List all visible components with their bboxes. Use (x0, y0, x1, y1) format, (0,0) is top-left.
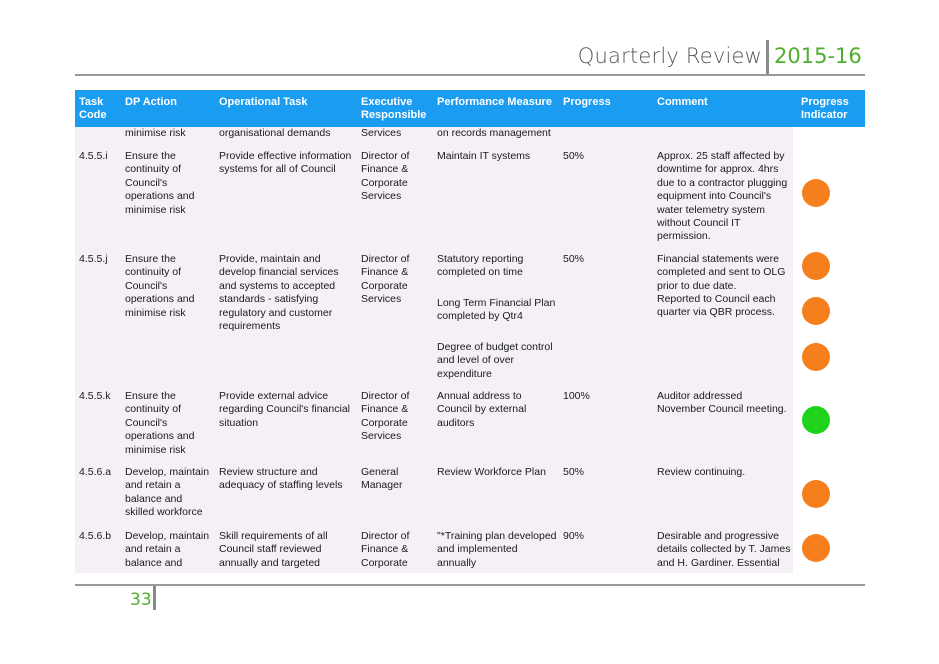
dp-action-cell: Develop, maintain and retain a balance and skilled workforce (125, 466, 210, 519)
measure-cell: Annual address to Council by external auditors (437, 390, 527, 429)
operational-task-cell: organisational demands (219, 127, 331, 139)
report-year: 2015-16 (774, 44, 862, 68)
progress-indicator-orange (802, 252, 830, 280)
task-code-cell: 4.5.6.b (79, 530, 112, 542)
bottom-rule (75, 584, 865, 586)
dp-action-cell: Ensure the continuity of Council's operations and minimise risk (125, 150, 195, 216)
comment-cell: Auditor addressed November Council meeting. (657, 390, 787, 416)
measure-cell: on records management (437, 127, 551, 139)
progress-indicator-orange (802, 179, 830, 207)
measure-cell: Review Workforce Plan (437, 466, 546, 478)
report-title: Quarterly Review (577, 44, 762, 68)
task-code-cell: 4.5.6.a (79, 466, 112, 478)
operational-task-cell: Provide effective information systems for all of Council (219, 150, 352, 176)
executive-cell: Services (361, 127, 402, 139)
operational-task-cell: Provide external advice regarding Council's financial situation (219, 390, 350, 429)
executive-cell: Director of Finance & Corporate Services (361, 253, 410, 306)
executive-cell: General Manager (361, 466, 403, 492)
col-progress-indicator: Progress Indicator (801, 96, 849, 121)
measure-cell: Degree of budget control and level of over expenditure (437, 341, 553, 380)
measure-cell: Statutory reporting completed on time (437, 253, 524, 279)
measure-cell: "*Training plan developed and implemented annually (437, 530, 557, 569)
col-progress: Progress (563, 96, 611, 108)
top-rule (75, 74, 865, 76)
table-header (75, 90, 865, 127)
col-comment: Comment (657, 96, 708, 108)
footer-separator (153, 586, 156, 610)
task-code-cell: 4.5.5.i (79, 150, 108, 162)
progress-cell: 50% (563, 150, 585, 162)
task-code-cell: 4.5.5.k (79, 390, 111, 402)
col-dp-action: DP Action (125, 96, 177, 108)
progress-cell: 50% (563, 466, 585, 478)
comment-cell: Review continuing. (657, 466, 746, 478)
operational-task-cell: Review structure and adequacy of staffing levels (219, 466, 343, 492)
page-number: 33 (130, 590, 152, 610)
executive-cell: Director of Finance & Corporate Services (361, 150, 410, 203)
progress-indicator-green (802, 406, 830, 434)
executive-cell: Director of Finance & Corporate (361, 530, 410, 569)
dp-action-cell: minimise risk (125, 127, 186, 139)
comment-cell: Desirable and progressive details collected by T. James and H. Gardiner. Essential (657, 530, 791, 569)
task-code-cell: 4.5.5.j (79, 253, 108, 265)
operational-task-cell: Provide, maintain and develop financial services and systems to accepted standards - satisfying regulatory and customer requirements (219, 253, 339, 333)
col-task-code: Task Code (79, 96, 107, 121)
comment-cell: Reported to Council each quarter via QBR process. (657, 293, 776, 319)
comment-cell: Financial statements were completed and sent to OLG prior to due date. (657, 253, 786, 292)
measure-cell: Maintain IT systems (437, 150, 531, 162)
header-separator (766, 40, 769, 76)
dp-action-cell: Ensure the continuity of Council's operations and minimise risk (125, 253, 195, 319)
progress-cell: 90% (563, 530, 585, 542)
progress-cell: 100% (563, 390, 590, 402)
measure-cell: Long Term Financial Plan completed by Qtr4 (437, 297, 556, 323)
progress-indicator-orange (802, 534, 830, 562)
col-performance-measure: Performance Measure (437, 96, 552, 108)
progress-indicator-orange (802, 343, 830, 371)
col-operational-task: Operational Task (219, 96, 308, 108)
col-executive-responsible: Executive Responsible (361, 96, 427, 121)
operational-task-cell: Skill requirements of all Council staff reviewed annually and targeted (219, 530, 328, 569)
progress-table (75, 90, 865, 573)
dp-action-cell: Develop, maintain and retain a balance and (125, 530, 210, 569)
progress-cell: 50% (563, 253, 585, 265)
executive-cell: Director of Finance & Corporate Services (361, 390, 410, 443)
dp-action-cell: Ensure the continuity of Council's operations and minimise risk (125, 390, 195, 456)
progress-indicator-orange (802, 480, 830, 508)
comment-cell: Approx. 25 staff affected by downtime for approx. 4hrs due to a contractor plugging equipment into Council's water telemetry system without Council IT permission. (657, 150, 788, 243)
progress-indicator-orange (802, 297, 830, 325)
